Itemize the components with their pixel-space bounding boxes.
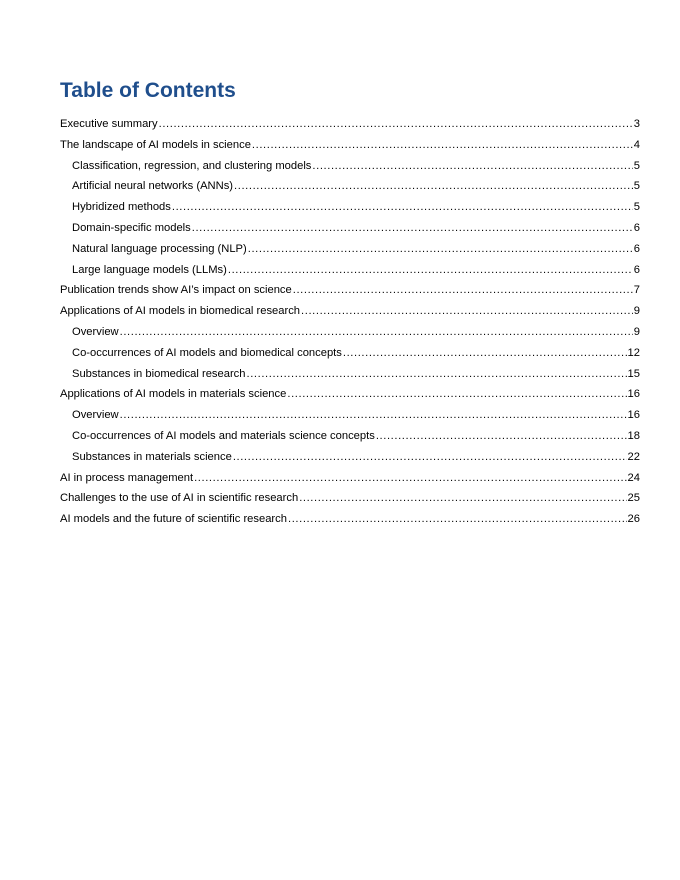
toc-entry-text: Large language models (LLMs) [72, 263, 227, 276]
toc-page-number: 16 [627, 409, 640, 422]
toc-subentry[interactable] [60, 426, 640, 447]
toc-dot-leader [343, 343, 627, 364]
toc-dot-leader [293, 280, 633, 301]
toc-page-number: 18 [627, 429, 640, 442]
toc-entry[interactable] [60, 280, 640, 301]
toc-dot-leader [247, 364, 627, 385]
toc-dot-leader [376, 426, 627, 447]
toc-entry-text: Natural language processing (NLP) [72, 242, 247, 255]
toc-page-number: 9 [633, 305, 640, 318]
toc-dot-leader [301, 301, 633, 322]
toc-list [60, 114, 640, 530]
toc-entry-text: Hybridized methods [72, 201, 171, 214]
toc-dot-leader [288, 509, 627, 530]
toc-entry[interactable] [60, 509, 640, 530]
toc-page-number: 6 [633, 221, 640, 234]
toc-entry-text: AI in process management [60, 471, 194, 484]
toc-entry-text: Artificial neural networks (ANNs) [72, 180, 234, 193]
toc-page-number: 12 [627, 346, 640, 359]
toc-entry-text: Co-occurrences of AI models and materials science concepts [72, 429, 375, 442]
toc-entry[interactable] [60, 488, 640, 509]
toc-entry-text: Overview [72, 409, 119, 422]
toc-dot-leader [252, 135, 633, 156]
toc-entry[interactable] [60, 301, 640, 322]
toc-page-number: 16 [627, 388, 640, 401]
toc-dot-leader [228, 260, 633, 281]
toc-subentry[interactable] [60, 156, 640, 177]
toc-dot-leader [194, 468, 626, 489]
toc-dot-leader [299, 488, 626, 509]
toc-dot-leader [312, 156, 632, 177]
toc-dot-leader [159, 114, 633, 135]
toc-entry-text: Co-occurrences of AI models and biomedical concepts [72, 346, 342, 359]
toc-entry[interactable] [60, 135, 640, 156]
toc-page-number: 24 [627, 471, 640, 484]
toc-page-number: 9 [633, 325, 640, 338]
toc-page-number: 26 [627, 513, 640, 526]
toc-page-number: 25 [627, 492, 640, 505]
toc-dot-leader [234, 176, 633, 197]
toc-page-number: 15 [627, 367, 640, 380]
toc-entry-text: Applications of AI models in materials science [60, 388, 287, 401]
toc-page-number: 5 [633, 159, 640, 172]
toc-subentry[interactable] [60, 343, 640, 364]
toc-subentry[interactable] [60, 176, 640, 197]
toc-page-number: 7 [633, 284, 640, 297]
toc-subentry[interactable] [60, 364, 640, 385]
toc-entry-text: Applications of AI models in biomedical research [60, 305, 301, 318]
toc-subentry[interactable] [60, 218, 640, 239]
toc-entry-text: Classification, regression, and clustering models [72, 159, 312, 172]
toc-entry-text: Publication trends show AI’s impact on science [60, 284, 292, 297]
toc-page-number: 5 [633, 180, 640, 193]
toc-dot-leader [248, 239, 633, 260]
toc-dot-leader [172, 197, 633, 218]
toc-dot-leader [287, 384, 626, 405]
toc-subentry[interactable] [60, 447, 640, 468]
toc-subentry[interactable] [60, 322, 640, 343]
toc-entry[interactable] [60, 384, 640, 405]
toc-entry[interactable] [60, 114, 640, 135]
toc-page-number: 22 [627, 450, 640, 463]
toc-subentry[interactable] [60, 260, 640, 281]
page-title: Table of Contents [60, 79, 236, 102]
toc-page-number: 5 [633, 201, 640, 214]
toc-dot-leader [120, 405, 627, 426]
toc-entry-text: The landscape of AI models in science [60, 138, 251, 151]
toc-dot-leader [192, 218, 633, 239]
toc-page-number: 4 [633, 138, 640, 151]
toc-entry-text: Substances in materials science [72, 450, 232, 463]
toc-subentry[interactable] [60, 405, 640, 426]
toc-page-number: 3 [633, 118, 640, 130]
toc-dot-leader [233, 447, 627, 468]
toc-entry-text: Substances in biomedical research [72, 367, 246, 380]
toc-page-number: 6 [633, 263, 640, 276]
toc-entry-text: Executive summary [60, 118, 158, 130]
toc-entry-text: Domain-specific models [72, 221, 191, 234]
toc-subentry[interactable] [60, 239, 640, 260]
toc-dot-leader [120, 322, 633, 343]
toc-entry-text: AI models and the future of scientific research [60, 513, 287, 526]
toc-entry[interactable] [60, 468, 640, 489]
toc-entry-text: Challenges to the use of AI in scientific research [60, 492, 299, 505]
toc-subentry[interactable] [60, 197, 640, 218]
toc-entry-text: Overview [72, 325, 119, 338]
toc-page-number: 6 [633, 242, 640, 255]
